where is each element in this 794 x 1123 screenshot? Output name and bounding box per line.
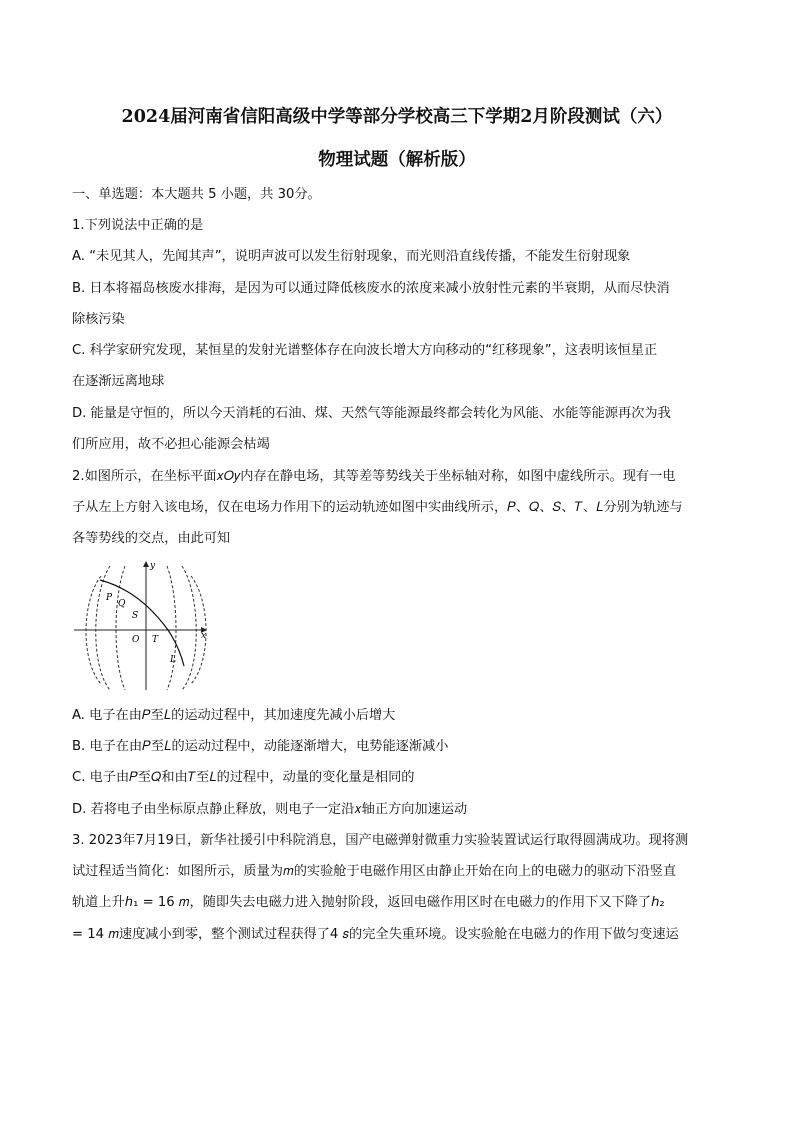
point-l-label: L	[170, 655, 176, 665]
q2-option-d: D. 若将电子由坐标原点静止释放，则电子一定沿𝑥轴正方向加速运动	[72, 802, 468, 817]
q3-line4: = 14 𝑚速度减小到零，整个测试过程获得了4 𝑠的完全失重环境。设实验舱在电磁力的作用下做匀变速运	[72, 927, 679, 942]
equipotential-diagram	[70, 558, 215, 694]
point-t-label: T	[152, 635, 159, 645]
point-p-label: P	[106, 593, 113, 603]
q1-option-c-line1: C. 科学家研究发现，某恒星的发射光谱整体存在向波长增大方向移动的“红移现象”，这表明该恒星正	[72, 343, 658, 358]
q1-option-b-line2: 除核污染	[72, 312, 125, 327]
q1-option-d-line1: D. 能量是守恒的，所以今天消耗的石油、煤、天然气等能源最终都会转化为风能、水能等能源再次为我	[72, 406, 671, 421]
origin-label: O	[132, 635, 140, 645]
q1-stem: 1.下列说法中正确的是	[72, 218, 204, 233]
y-axis-label: y	[150, 561, 156, 571]
q3-line3: 轨道上升ℎ₁ = 16 𝑚，随即失去电磁力进入抛射阶段，返回电磁作用区时在电磁力的作用下又下降了ℎ₂	[72, 895, 665, 910]
equipotential-line	[167, 566, 176, 690]
q1-option-c-line2: 在逐渐远离地球	[72, 374, 165, 389]
point-s-label: S	[132, 611, 139, 621]
q2-option-a: A. 电子在由𝑃至𝐿的运动过程中，其加速度先减小后增大	[72, 708, 396, 723]
section-heading: 一、单选题：本大题共 5 小题，共 30分。	[72, 187, 321, 202]
equipotential-line	[96, 566, 110, 690]
electron-trajectory	[100, 580, 184, 666]
q1-option-d-line2: 们所应用，故不必担心能源会枯竭	[72, 437, 270, 452]
q3-line2: 试过程适当简化：如图所示，质量为𝑚的实验舱于电磁作用区由静止开始在向上的电磁力的驱动下沿竖直	[72, 864, 677, 879]
q2-stem-line1: 2.如图所示，在坐标平面𝑥𝑂𝑦内存在静电场，其等差等势线关于坐标轴对称，如图中虚线所示。现有一电	[72, 469, 676, 484]
equipotential-figure	[70, 558, 215, 698]
equipotential-line	[116, 566, 125, 690]
q3-line1: 3. 2023年7月19日，新华社援引中科院消息，国产电磁弹射微重力实验装置试运行取得圆满成功。现将测	[72, 833, 689, 848]
point-q-label: Q	[118, 599, 126, 609]
q2-option-c: C. 电子由𝑃至𝑄和由𝑇至𝐿的过程中，动量的变化量是相同的	[72, 770, 415, 785]
document-subtitle: 物理试题（解析版）	[318, 150, 476, 170]
q2-stem-line2: 子从左上方射入该电场，仅在电场力作用下的运动轨迹如图中实曲线所示，𝑃、𝑄、𝑆、𝑇、𝐿分别为轨迹与	[72, 500, 683, 515]
q1-option-a: A. “未见其人，先闻其声”，说明声波可以发生衍射现象，而光则沿直线传播，不能发生衍射现象	[72, 249, 631, 264]
equipotential-line	[182, 566, 196, 690]
q2-option-b: B. 电子在由𝑃至𝐿的运动过程中，动能逐渐增大，电势能逐渐减小	[72, 739, 449, 754]
document-title: 2024届河南省信阳高级中学等部分学校高三下学期2月阶段测试（六）	[121, 107, 673, 127]
q2-stem-line3: 各等势线的交点，由此可知	[72, 531, 231, 546]
x-axis-label: x	[201, 631, 207, 641]
q1-option-b-line1: B. 日本将福岛核废水排海，是因为可以通过降低核废水的浓度来减小放射性元素的半衰期，从而尽快消	[72, 281, 670, 296]
